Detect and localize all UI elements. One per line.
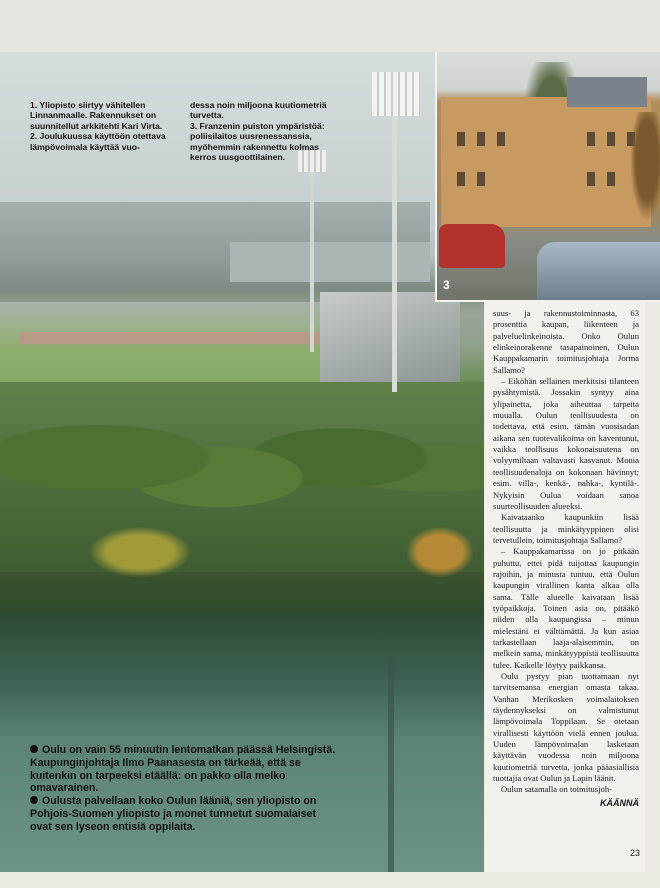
bottom-caption xyxy=(30,744,340,834)
article-column xyxy=(485,300,645,872)
caption-left-text: 1. Yliopisto siirtyy vähitellen Linnanmaalle. Rakennukset on suunnitellut arkkitehti Kari Virta. 2. Joulukuussa käyttöön otettava lämpövoimala käyttää vuo- xyxy=(30,100,166,152)
page-number: 23 xyxy=(630,848,641,858)
caption-right xyxy=(190,100,340,162)
floodlight xyxy=(372,72,420,116)
paragraph: – Eiköhän sellainen merkitsisi tilanteen pysähtymistä. Jossakin syntyy aina ylipainetta, joka aiheuttaa tarpeita muualla. Oulun teollisuudesta on todettava, että esim. tämän vuosisadan aikana sen tuotevalikoima on kaventunut, vaikka teollisuus kokonaisuutena on volyymiltaan valtavasti kasvanut. Monia teollisuudenaloja on kokonaan hävinnyt; esim. villa-, kenkä-, nahka-, kyntilä-. Nykyisin Oulua voidaan sanoa suurteollisuuden alueeksi. xyxy=(493,376,639,511)
floodlight-pole xyxy=(392,92,397,392)
bottom-caption-item: Oulusta palvellaan koko Oulun lääniä, sen yliopisto on Pohjois-Suomen yliopisto ja monet tunnetut suomalaiset ovat sen lyseon entisiä oppilaita. xyxy=(30,795,317,833)
paragraph: suus- ja rakennustoiminnasta, 63 prosenttia kaupan, liikenteen ja palveluelinkeinoista. Onko Oulun elinkeinorakenne tasapainoinen, Oulun Kauppakamarin toimitusjohtaja Jorma Sallamo? xyxy=(493,308,639,375)
photo-number: 3 xyxy=(443,278,450,292)
blue-car xyxy=(537,242,660,302)
paragraph: Oulun satamalla on toimitusjoh- xyxy=(501,784,612,795)
police-building xyxy=(441,97,651,227)
caption-right-text: dessa noin miljoona kuutiometriä turvetta. 3. Franzenin puiston ympäristöä: poliisilaitos uusrenessanssia, myöhemmin rakennettu kolmas kerros uusgoottilainen. xyxy=(190,100,327,163)
paragraph: – Kauppakamarissa on jo pitkään puhuttu, ettei pidä tuijottaa kaupungin rajoihin, ja minusta tuntuu, että Oulun kaupungin virallinen kanta alkaa olla sama. Tälle alueelle kaivataan lisää työpaikkoja. Toinen asia on, pitääkö niiden olla kaupungissa – minun mielestäni ei välttämättä. Ja kun asiaa tarkastellaan laaja-alaisemmin, on melkein sama, minkätyyppistä teollisuutta tulee. Kaikelle löytyy paikkansa. xyxy=(493,546,639,670)
bottom-caption-item: Oulu on vain 55 minuutin lentomatkan päässä Helsingistä. Kaupunginjohtaja Ilmo Paanasesta on tärkeää, että se kuitenkin on tarpeeksi etäällä: on pakko olla melko omavarainen. xyxy=(30,744,336,795)
bullet-icon xyxy=(30,796,38,804)
red-car xyxy=(439,224,505,268)
inset-photo xyxy=(435,52,660,302)
caption-left xyxy=(30,100,180,152)
paragraph: Oulu pystyy pian tuottamaan nyt tarvitsemansa energian omasta takaa. Vanhan Merikosken voimalaitoksen täydennykseksi on valmistunut lämpövoimala Toppilaan. Se otetaan virallisesti käyttöön vielä ennen joulua. Uuden lämpövoimalan lasketaan käyttävän vuodessa noin miljoona kuutiometriä turvetta, jonka pääasiallisia tuottajia ovat Oulun ja Lapin läänit. xyxy=(493,671,639,784)
continue-label: KÄÄNNÄ xyxy=(600,797,639,808)
top-margin xyxy=(0,0,660,52)
paragraph: Kaivataanko kaupunkiin lisää teollisuutta ja minkätyyppinen olisi tervetullein, toimitusjohtaja Sallamo? xyxy=(493,512,639,545)
bullet-icon xyxy=(30,745,38,753)
